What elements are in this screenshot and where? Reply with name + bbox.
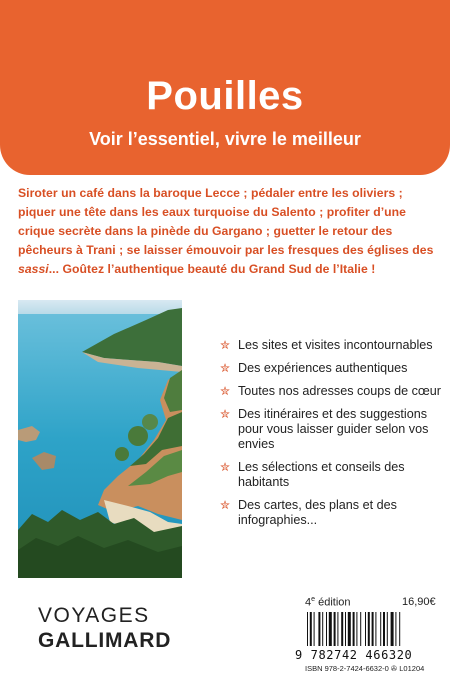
barcode xyxy=(305,612,431,646)
subtitle: Voir l’essentiel, vivre le meilleur xyxy=(89,129,361,149)
list-item xyxy=(220,498,445,528)
list-item xyxy=(220,384,445,399)
feature-text: Toutes nos adresses coups de cœur xyxy=(238,384,441,398)
star-icon: ✮ xyxy=(220,460,231,474)
logo-line-voyages: VOYAGES xyxy=(38,604,150,627)
barcode-digits: 9 782742 466320 xyxy=(295,648,413,662)
star-icon: ✮ xyxy=(220,338,231,352)
feature-text: Les sélections et conseils des habitants xyxy=(238,460,405,489)
coastline-illustration xyxy=(18,300,182,578)
edition-text: édition xyxy=(315,596,351,609)
description-part-2: ... Goûtez l’authentique beauté du Grand Sud de l’Italie ! xyxy=(48,262,376,276)
logo-line-gallimard: GALLIMARD xyxy=(38,629,172,652)
star-icon: ✮ xyxy=(220,384,231,398)
edition-label xyxy=(305,596,351,609)
feature-text: Des itinéraires et des suggestions pour vous laisser guider selon vos envies xyxy=(238,407,429,451)
header-banner xyxy=(0,0,450,175)
list-item xyxy=(220,361,445,376)
isbn-line: ISBN 978-2-7424-6632-0 ✇ L01204 xyxy=(305,664,425,673)
star-icon: ✮ xyxy=(220,407,231,421)
list-item xyxy=(220,338,445,353)
coastline-photo xyxy=(18,300,182,578)
description-italic: sassi xyxy=(18,262,49,276)
feature-list xyxy=(220,338,445,536)
publisher-logo xyxy=(38,604,171,654)
feature-text: Les sites et visites incontournables xyxy=(238,338,433,352)
edition-number: 4 xyxy=(305,596,312,609)
page-title: Pouilles xyxy=(146,74,304,118)
star-icon: ✮ xyxy=(220,361,231,375)
feature-text: Des cartes, des plans et des infographies... xyxy=(238,498,397,527)
feature-text: Des expériences authentiques xyxy=(238,361,408,375)
description-part-1: Siroter un café dans la baroque Lecce ; pédaler entre les oliviers ; piquer une tête dans les eaux turquoise du Salento ; profiter d’une crique secrète dans la pinède du Gargano ; guetter le retour des pêcheurs à Trani ; se laisser émouvoir par les fresques des églises des xyxy=(18,186,434,257)
star-icon: ✮ xyxy=(220,498,231,512)
price-label: 16,90€ xyxy=(402,596,436,608)
description-text xyxy=(18,184,436,279)
list-item xyxy=(220,407,445,452)
list-item xyxy=(220,460,445,490)
edition-suffix: e xyxy=(311,596,316,603)
